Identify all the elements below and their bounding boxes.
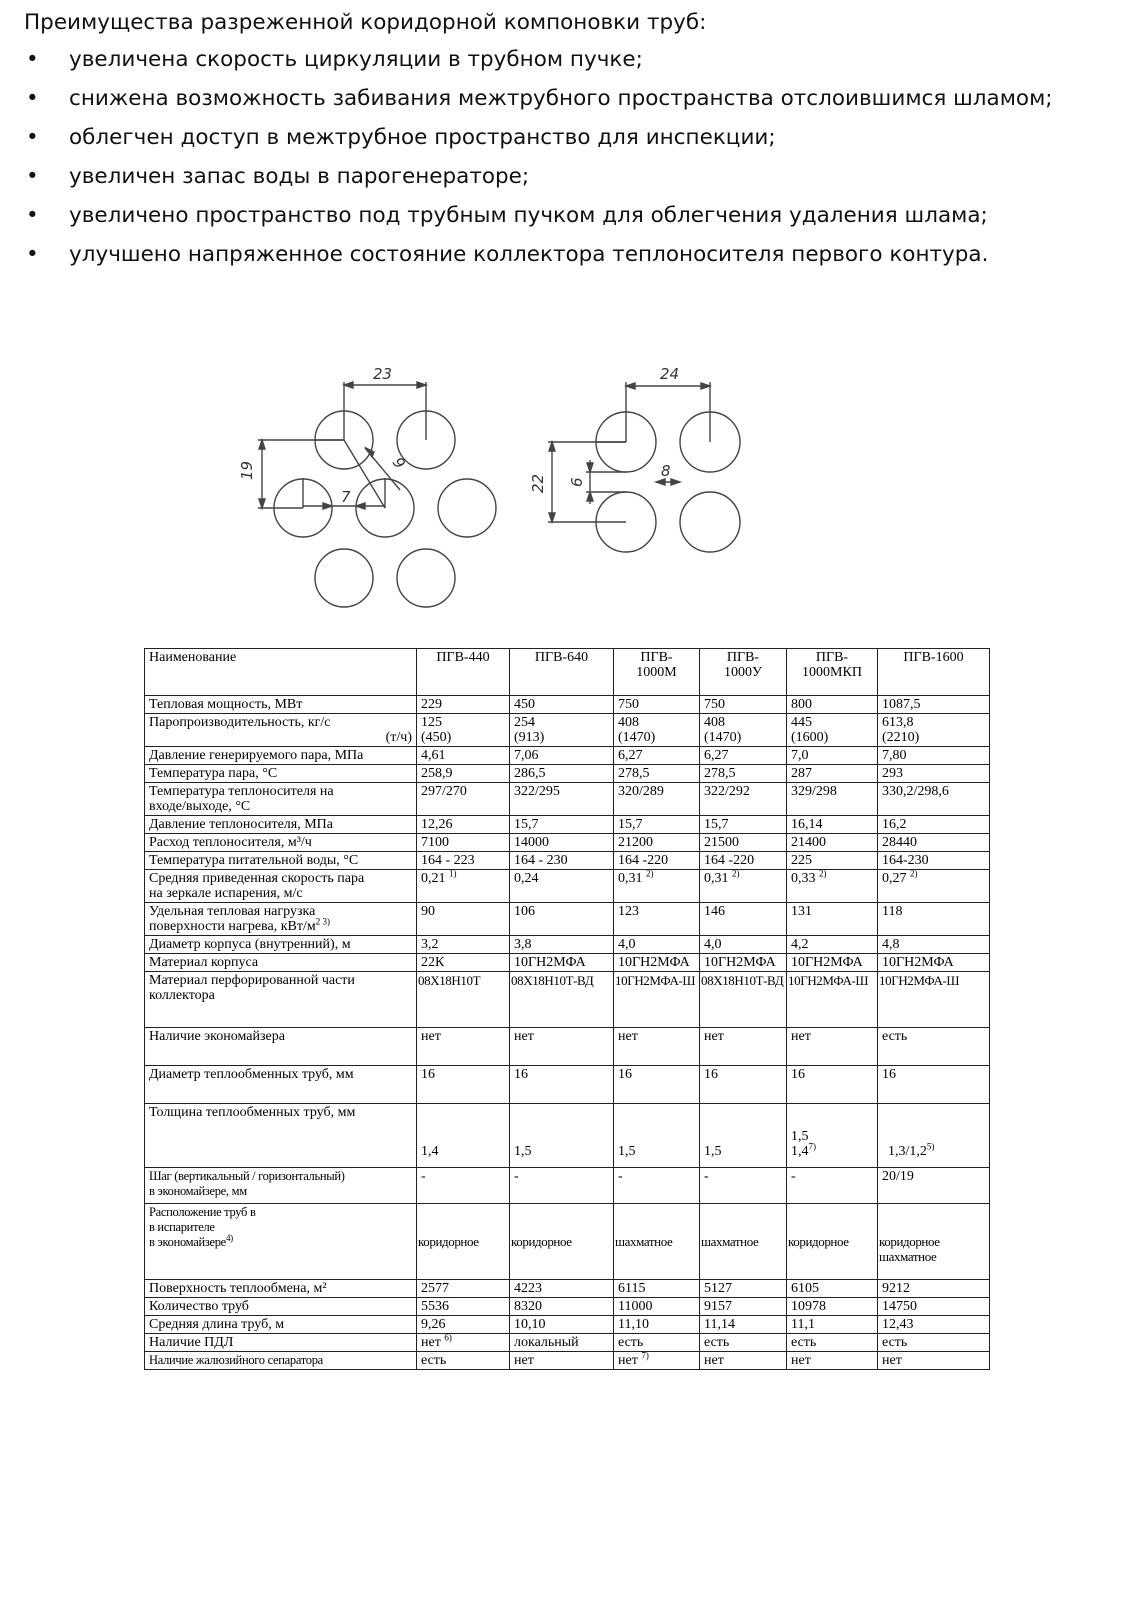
table-cell: 106 [510,903,614,936]
table-cell: 800 [787,696,878,714]
intro-section [24,6,1114,274]
table-row [145,834,990,852]
table-cell: коридорное [417,1204,510,1280]
table-cell: 10ГН2МФА-Ш [787,972,878,1028]
table-cell: есть [878,1028,990,1066]
table-cell: - [614,1168,700,1204]
row-label: Средняя длина труб, м [145,1316,417,1334]
table-cell: 14000 [510,834,614,852]
table-cell: 20/19 [878,1168,990,1204]
table-cell: коридорное [510,1204,614,1280]
table-cell: 10ГН2МФА [700,954,787,972]
table-row [145,765,990,783]
dimension-label: 8 [661,462,671,480]
table-cell: нет [510,1352,614,1370]
row-label: Наличие экономайзера [145,1028,417,1066]
table-cell: - [417,1168,510,1204]
table-cell: 0,33 $^{2)}$ [787,870,878,903]
table-row [145,1028,990,1066]
table-cell: 286,5 [510,765,614,783]
header-cell: ПГВ-640 [510,649,614,696]
row-label: Количество труб [145,1298,417,1316]
table-row [145,1104,990,1168]
table-cell: 164 -220 [700,852,787,870]
table-cell: 4223 [510,1280,614,1298]
table-cell: 1,3/1,2$^{5)}$ [878,1104,990,1168]
table-row [145,696,990,714]
table-cell: 1,5 1,4$^{7)}$ [787,1104,878,1168]
header-cell: ПГВ-1600 [878,649,990,696]
row-label: Диаметр теплообменных труб, мм [145,1066,417,1104]
table-cell: 16 [878,1066,990,1104]
row-label: Шаг (вертикальный / горизонтальный) в экономайзере, мм [145,1168,417,1204]
table-cell: нет [787,1352,878,1370]
table-cell: 10ГН2МФА [787,954,878,972]
row-label: Тепловая мощность, МВт [145,696,417,714]
table-cell: - [700,1168,787,1204]
table-cell: 16 [700,1066,787,1104]
row-label: Материал перфорированной части коллектора [145,972,417,1028]
table-cell: 10978 [787,1298,878,1316]
row-label: Наличие ПДЛ [145,1334,417,1352]
table-cell: 322/295 [510,783,614,816]
table-cell: 1,5 [614,1104,700,1168]
table-cell: 11,10 [614,1316,700,1334]
table-cell: 0,24 [510,870,614,903]
table-cell: 613,8 (2210) [878,714,990,747]
table-row [145,903,990,936]
diagram-left [258,382,496,607]
table-row [145,1280,990,1298]
header-cell: ПГВ- 1000М [614,649,700,696]
list-item [24,79,1114,118]
table-row [145,852,990,870]
table-cell: 4,0 [614,936,700,954]
table-cell: 08Х18Н10Т [417,972,510,1028]
tube-circle [397,549,455,607]
table-row [145,816,990,834]
table-cell: нет [614,1028,700,1066]
table-cell: 320/289 [614,783,700,816]
table-cell: 146 [700,903,787,936]
table-cell: 11000 [614,1298,700,1316]
table-cell: 450 [510,696,614,714]
table-cell: 16,14 [787,816,878,834]
table-cell: 10ГН2МФА [510,954,614,972]
dimension-label: 6 [568,477,586,487]
row-label: Паропроизводительность, кг/с (т/ч) [145,714,417,747]
bullet-icon: • [26,86,39,111]
table-cell: 9157 [700,1298,787,1316]
table-cell: 5536 [417,1298,510,1316]
table-cell: 7,0 [787,747,878,765]
table-cell: 12,43 [878,1316,990,1334]
table-row [145,1298,990,1316]
list-item [24,118,1114,157]
table-cell: 21200 [614,834,700,852]
table-row [145,1066,990,1104]
table-cell: 16 [614,1066,700,1104]
dimension-label: 19 [238,460,256,480]
tube-circle [680,492,740,552]
table-cell: 4,61 [417,747,510,765]
header-cell: ПГВ- 1000МКП [787,649,878,696]
table-cell: 330,2/298,6 [878,783,990,816]
dimension-label: 7 [341,488,351,506]
table-cell: 0,31 $^{2)}$ [700,870,787,903]
table-cell: 293 [878,765,990,783]
bullet-icon: • [26,242,39,267]
table-cell: 16 [510,1066,614,1104]
table-header-row [145,649,990,696]
dimension-label: 9 [388,453,409,473]
table-cell: 164-230 [878,852,990,870]
table-cell: 3,8 [510,936,614,954]
table-cell: 4,8 [878,936,990,954]
table-cell: 287 [787,765,878,783]
list-item-text: увеличено пространство под трубным пучком для облегчения удаления шлама; [69,203,988,228]
table-cell: коридорное [787,1204,878,1280]
table-row [145,954,990,972]
table-cell: шахматное [614,1204,700,1280]
table-cell: 7,80 [878,747,990,765]
table-cell: 164 - 230 [510,852,614,870]
table-cell: 90 [417,903,510,936]
table-cell: 6115 [614,1280,700,1298]
table-cell: 28440 [878,834,990,852]
header-cell: ПГВ-440 [417,649,510,696]
table-cell: 118 [878,903,990,936]
table-cell: 10ГН2МФА [614,954,700,972]
row-label: Диаметр корпуса (внутренний), м [145,936,417,954]
intro-title: Преимущества разреженной коридорной компоновки труб: [24,10,707,35]
table-cell: 2577 [417,1280,510,1298]
table-cell: 22К [417,954,510,972]
table-cell: 408 (1470) [700,714,787,747]
list-item [24,235,1114,274]
row-label: Температура питательной воды, °С [145,852,417,870]
table-cell: 6105 [787,1280,878,1298]
bullet-icon: • [26,47,39,72]
table-cell: нет [878,1352,990,1370]
table-cell: 750 [614,696,700,714]
table-cell: нет $^{6)}$ [417,1334,510,1352]
table-cell: 225 [787,852,878,870]
table-cell: 4,2 [787,936,878,954]
table-cell: есть [417,1352,510,1370]
table-cell: нет [700,1028,787,1066]
table-cell: шахматное [700,1204,787,1280]
table-cell: нет $^{7)}$ [614,1352,700,1370]
row-label: Расположение труб в в испарителе в экономайзере$^{4)}$ [145,1204,417,1280]
table-cell: 10,10 [510,1316,614,1334]
tube-layout-diagram [0,340,1132,630]
table-cell: 164 - 223 [417,852,510,870]
table-cell: нет [700,1352,787,1370]
table-cell: 0,27 $^{2)}$ [878,870,990,903]
bullet-icon: • [26,125,39,150]
list-item-text: увеличена скорость циркуляции в трубном пучке; [69,47,643,72]
table-cell: 329/298 [787,783,878,816]
table-row [145,1168,990,1204]
table-cell: 7100 [417,834,510,852]
row-label: Толщина теплообменных труб, мм [145,1104,417,1168]
row-label: Расход теплоносителя, м³/ч [145,834,417,852]
advantages-list [24,40,1114,274]
table-cell: коридорное шахматное [878,1204,990,1280]
table-cell: 123 [614,903,700,936]
row-label: Давление теплоносителя, МПа [145,816,417,834]
header-cell: ПГВ- 1000У [700,649,787,696]
row-label: Наличие жалюзийного сепаратора [145,1352,417,1370]
table-cell: есть [614,1334,700,1352]
table-cell: 21400 [787,834,878,852]
dimension-label: 22 [529,473,547,493]
table-cell: локальный [510,1334,614,1352]
table-cell: есть [700,1334,787,1352]
table-cell: 164 -220 [614,852,700,870]
dimension-label: 23 [373,365,393,383]
tube-circle [438,479,496,537]
table-cell: 16 [417,1066,510,1104]
table-cell: 254 (913) [510,714,614,747]
table-cell: 15,7 [510,816,614,834]
table-cell: 1087,5 [878,696,990,714]
table-cell: 5127 [700,1280,787,1298]
table-cell: 08Х18Н10Т-ВД [700,972,787,1028]
table-cell: 278,5 [700,765,787,783]
table-cell: 297/270 [417,783,510,816]
table-row [145,747,990,765]
table-cell: нет [510,1028,614,1066]
table-row [145,870,990,903]
table-cell: 1,5 [510,1104,614,1168]
table-cell: 6,27 [614,747,700,765]
table-cell: 11,1 [787,1316,878,1334]
table-row [145,1334,990,1352]
row-label: Температура пара, °С [145,765,417,783]
row-label: Удельная тепловая нагрузка поверхности нагрева, кВт/$м^{2 3)}$ [145,903,417,936]
table-cell: 6,27 [700,747,787,765]
table-row [145,936,990,954]
row-label: Средняя приведенная скорость пара на зеркале испарения, м/с [145,870,417,903]
table-cell: 14750 [878,1298,990,1316]
row-label: Давление генерируемого пара, МПа [145,747,417,765]
table-row [145,1352,990,1370]
table-cell: 9212 [878,1280,990,1298]
table-cell: 10ГН2МФА-Ш [614,972,700,1028]
tube-circle [315,549,373,607]
row-label: Материал корпуса [145,954,417,972]
table-cell: 131 [787,903,878,936]
table-cell: 0,21 $^{1)}$ [417,870,510,903]
table-cell: 1,4 [417,1104,510,1168]
table-cell: 8320 [510,1298,614,1316]
bullet-icon: • [26,164,39,189]
steam-generator-table [144,648,990,1370]
header-name: Наименование [145,649,417,696]
table-cell: 11,14 [700,1316,787,1334]
table-cell: 9,26 [417,1316,510,1334]
table-cell: есть [878,1334,990,1352]
table-cell: 3,2 [417,936,510,954]
row-label: Поверхность теплообмена, м² [145,1280,417,1298]
table-cell: нет [417,1028,510,1066]
diagram-right [548,382,740,552]
table-cell: - [787,1168,878,1204]
table-cell: 408 (1470) [614,714,700,747]
table-cell: 750 [700,696,787,714]
table-cell: есть [787,1334,878,1352]
table-cell: 16,2 [878,816,990,834]
table-cell: 445 (1600) [787,714,878,747]
list-item [24,196,1114,235]
table-cell: 10ГН2МФА [878,954,990,972]
list-item-text: снижена возможность забивания межтрубного пространства отслоившимся шламом; [69,86,1053,111]
table-row [145,1316,990,1334]
list-item-text: облегчен доступ в межтрубное пространство для инспекции; [69,125,776,150]
list-item [24,157,1114,196]
dimension-label: 24 [660,365,680,383]
table-cell: 15,7 [614,816,700,834]
table-cell: 278,5 [614,765,700,783]
row-label: Температура теплоносителя на входе/выходе, °С [145,783,417,816]
table-cell: 16 [787,1066,878,1104]
list-item [24,40,1114,79]
table-row [145,972,990,1028]
table-cell: 10ГН2МФА-Ш [878,972,990,1028]
list-item-text: улучшено напряженное состояние коллектора теплоносителя первого контура. [69,242,989,267]
table-row [145,1204,990,1280]
table-cell: 08Х18Н10Т-ВД [510,972,614,1028]
list-item-text: увеличен запас воды в парогенераторе; [69,164,530,189]
table-cell: 0,31 $^{2)}$ [614,870,700,903]
table-cell: 1,5 [700,1104,787,1168]
table-cell: 322/292 [700,783,787,816]
table-cell: нет [787,1028,878,1066]
table-cell: 21500 [700,834,787,852]
table-cell: 125 (450) [417,714,510,747]
table-cell: 4,0 [700,936,787,954]
table-cell: 258,9 [417,765,510,783]
table-cell: 15,7 [700,816,787,834]
table-cell: 12,26 [417,816,510,834]
table-cell: 7,06 [510,747,614,765]
table-row [145,783,990,816]
table-cell: 229 [417,696,510,714]
table-row [145,714,990,747]
table-cell: - [510,1168,614,1204]
bullet-icon: • [26,203,39,228]
